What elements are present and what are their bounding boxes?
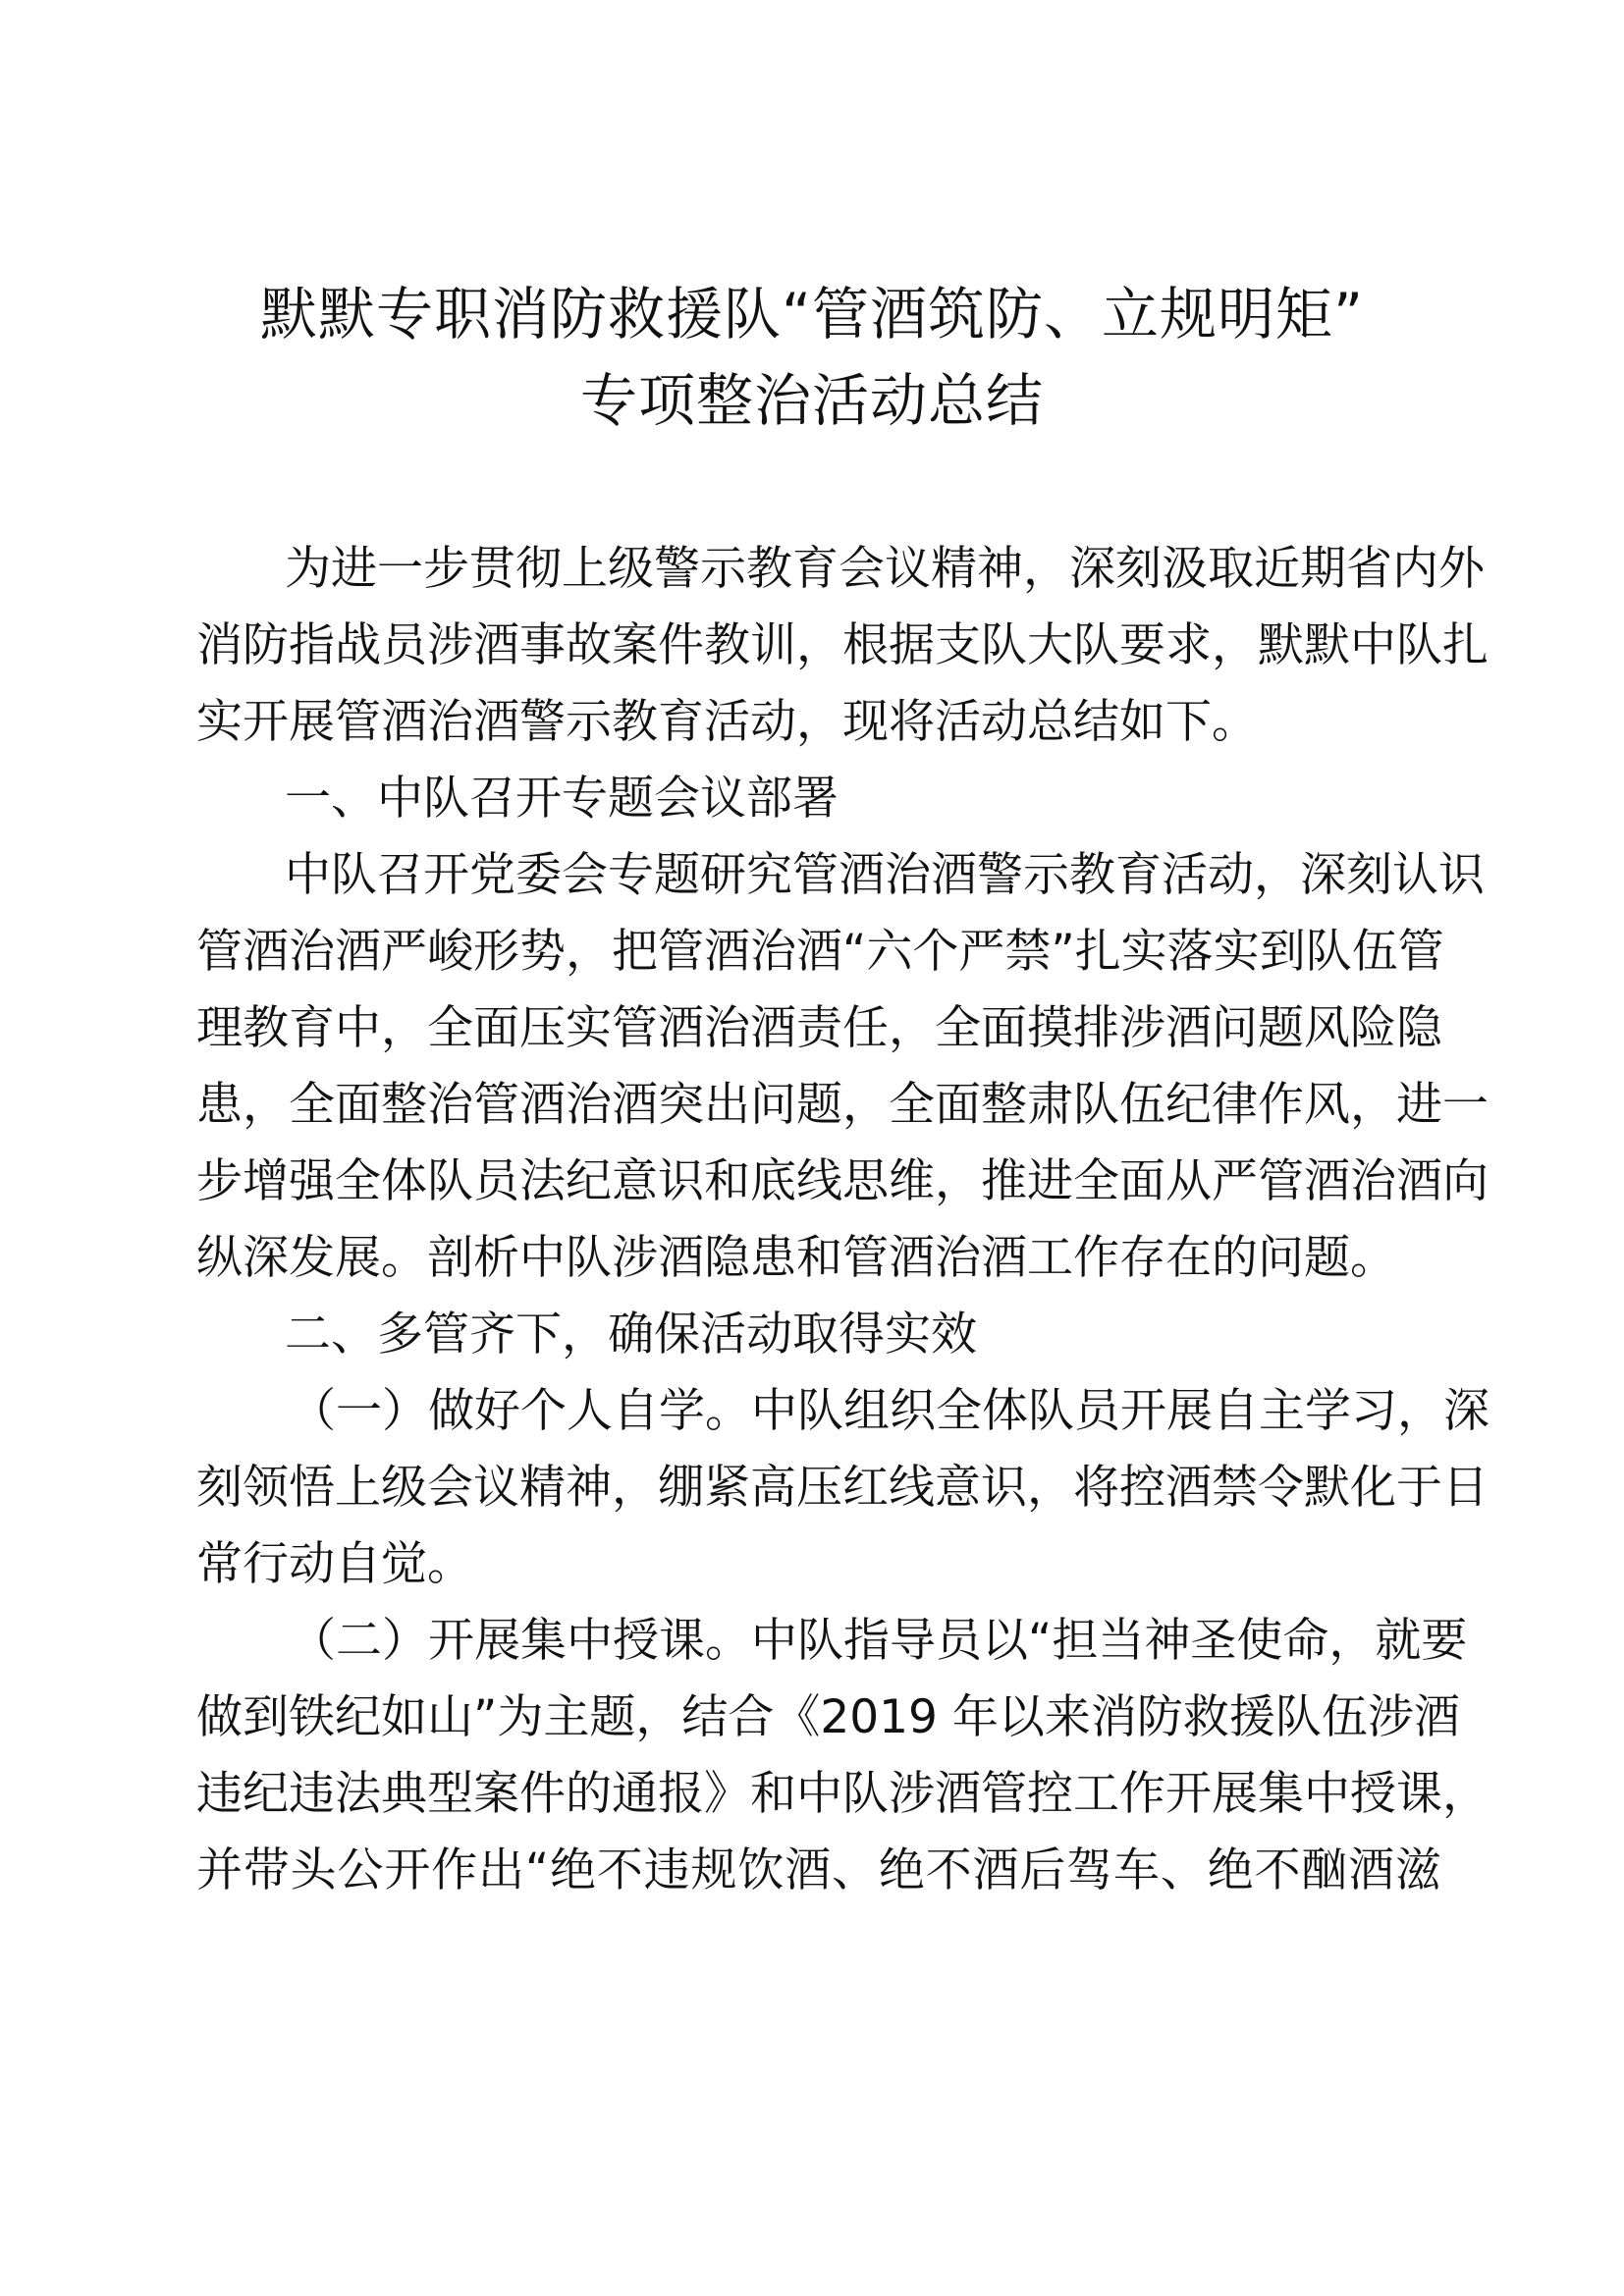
body-line: 为进一步贯彻上级警示教育会议精神，深刻汲取近期省内外 xyxy=(285,542,1485,596)
body-line: 并带头公开作出“绝不违规饮酒、绝不酒后驾车、绝不酗酒滋 xyxy=(196,1843,1441,1897)
body-line: （一）做好个人自学。中队组织全体队员开展自主学习，深 xyxy=(290,1384,1489,1438)
body-line: 违纪违法典型案件的通报》和中队涉酒管控工作开展集中授课， xyxy=(196,1767,1489,1821)
document-title-line-2: 专项整治活动总结 xyxy=(579,367,1044,434)
body-line: 一、中队召开专题会议部署 xyxy=(285,772,839,826)
body-line: 中队召开党委会专题研究管酒治酒警示教育活动，深刻认识 xyxy=(285,848,1485,902)
document-title-line-1: 默默专职消防救援队“管酒筑防、立规明矩” xyxy=(259,281,1365,347)
body-line: 纵深发展。剖析中队涉酒隐患和管酒治酒工作存在的问题。 xyxy=(196,1231,1396,1285)
body-line: 二、多管齐下，确保活动取得实效 xyxy=(285,1308,977,1362)
body-line: 步增强全体队员法纪意识和底线思维，推进全面从严管酒治酒向 xyxy=(196,1154,1489,1208)
body-line: 常行动自觉。 xyxy=(196,1537,473,1591)
body-line: 消防指战员涉酒事故案件教训，根据支队大队要求，默默中队扎 xyxy=(196,618,1489,672)
body-line: 患，全面整治管酒治酒突出问题，全面整肃队伍纪律作风，进一 xyxy=(196,1078,1489,1132)
document-body xyxy=(196,531,1489,1909)
body-line: 管酒治酒严峻形势，把管酒治酒“六个严禁”扎实落实到队伍管 xyxy=(196,925,1444,979)
body-line: 实开展管酒治酒警示教育活动，现将活动总结如下。 xyxy=(196,695,1258,749)
body-line: 理教育中，全面压实管酒治酒责任，全面摸排涉酒问题风险隐 xyxy=(196,1001,1442,1055)
body-line: 刻领悟上级会议精神，绷紧高压红线意识，将控酒禁令默化于日 xyxy=(196,1461,1489,1515)
body-line: 做到铁纪如山”为主题，结合《2019 年以来消防救援队伍涉酒 xyxy=(196,1690,1460,1744)
body-line: （二）开展集中授课。中队指导员以“担当神圣使命，就要 xyxy=(290,1614,1468,1668)
